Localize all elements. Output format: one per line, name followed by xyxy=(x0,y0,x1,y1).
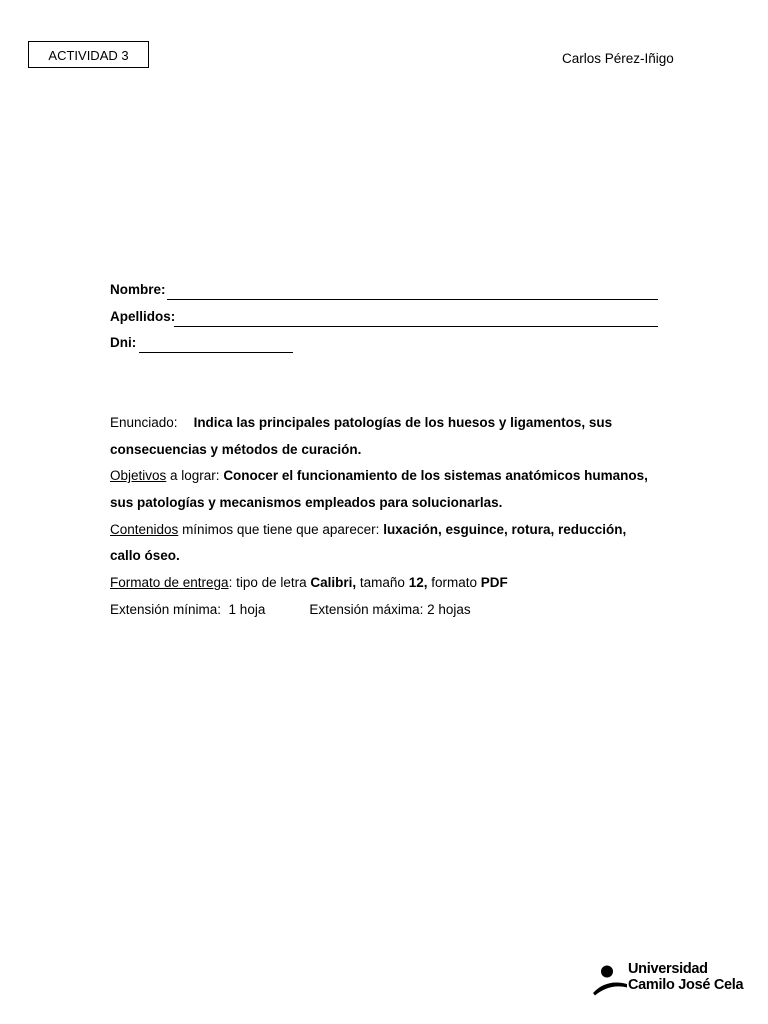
objetivos-line-1 xyxy=(110,463,670,490)
enunciado-label: Enunciado: xyxy=(110,415,178,430)
contenidos-line-1 xyxy=(110,517,670,544)
enunciado-line-1 xyxy=(110,410,670,437)
contenidos-line-2 xyxy=(110,543,670,570)
logo-line-2: Camilo José Cela xyxy=(628,976,744,993)
formato-line xyxy=(110,570,670,597)
dni-blank-line xyxy=(139,352,293,353)
extension-maxima: Extensión máxima: 2 hojas xyxy=(309,601,471,617)
formato-t1: : tipo de letra xyxy=(228,575,311,591)
activity-label-box xyxy=(28,41,149,68)
formato-font: Calibri, xyxy=(310,575,357,591)
dni-label: Dni: xyxy=(110,335,137,350)
university-logo-text xyxy=(628,962,743,993)
activity-label: ACTIVIDAD 3 xyxy=(48,48,129,63)
objetivos-line-2 xyxy=(110,490,670,517)
enunciado-text-1: Indica las principales patologías de los huesos y ligamentos, sus xyxy=(193,415,613,430)
objetivos-connector: a lograr: xyxy=(166,468,224,484)
university-logo-icon xyxy=(592,963,628,999)
apellidos-blank-line xyxy=(174,326,658,327)
contenidos-text-1: luxación, esguince, rotura, reducción, xyxy=(383,521,627,537)
objetivos-label: Objetivos xyxy=(110,468,167,484)
formato-format: PDF xyxy=(480,575,508,591)
nombre-blank-line xyxy=(167,299,658,300)
instructions-block xyxy=(110,410,670,624)
extension-minima: Extensión mínima: 1 hoja xyxy=(110,601,266,617)
objetivos-text-2: sus patologías y mecanismos empleados para solucionarlas. xyxy=(110,495,503,511)
form-dni-field[interactable] xyxy=(110,335,293,355)
form-nombre-field[interactable] xyxy=(110,282,658,302)
objetivos-text-1: Conocer el funcionamiento de los sistemas anatómicos humanos, xyxy=(223,468,648,484)
nombre-label: Nombre: xyxy=(110,282,166,297)
contenidos-label: Contenidos xyxy=(110,521,179,537)
author-name: Carlos Pérez-Iñigo xyxy=(562,51,674,66)
formato-label: Formato de entrega xyxy=(110,575,229,591)
form-apellidos-field[interactable] xyxy=(110,309,658,329)
formato-t3: formato xyxy=(427,575,481,591)
logo-line-1: Universidad xyxy=(628,961,708,977)
apellidos-label: Apellidos: xyxy=(110,309,176,324)
formato-t2: tamaño xyxy=(356,575,409,591)
enunciado-text-2: consecuencias y métodos de curación. xyxy=(110,441,362,457)
contenidos-connector: mínimos que tiene que aparecer: xyxy=(178,521,384,537)
enunciado-line-2 xyxy=(110,437,670,464)
university-logo xyxy=(592,962,752,1002)
extension-line xyxy=(110,597,670,624)
contenidos-text-2: callo óseo. xyxy=(110,548,180,564)
formato-size: 12, xyxy=(408,575,428,591)
